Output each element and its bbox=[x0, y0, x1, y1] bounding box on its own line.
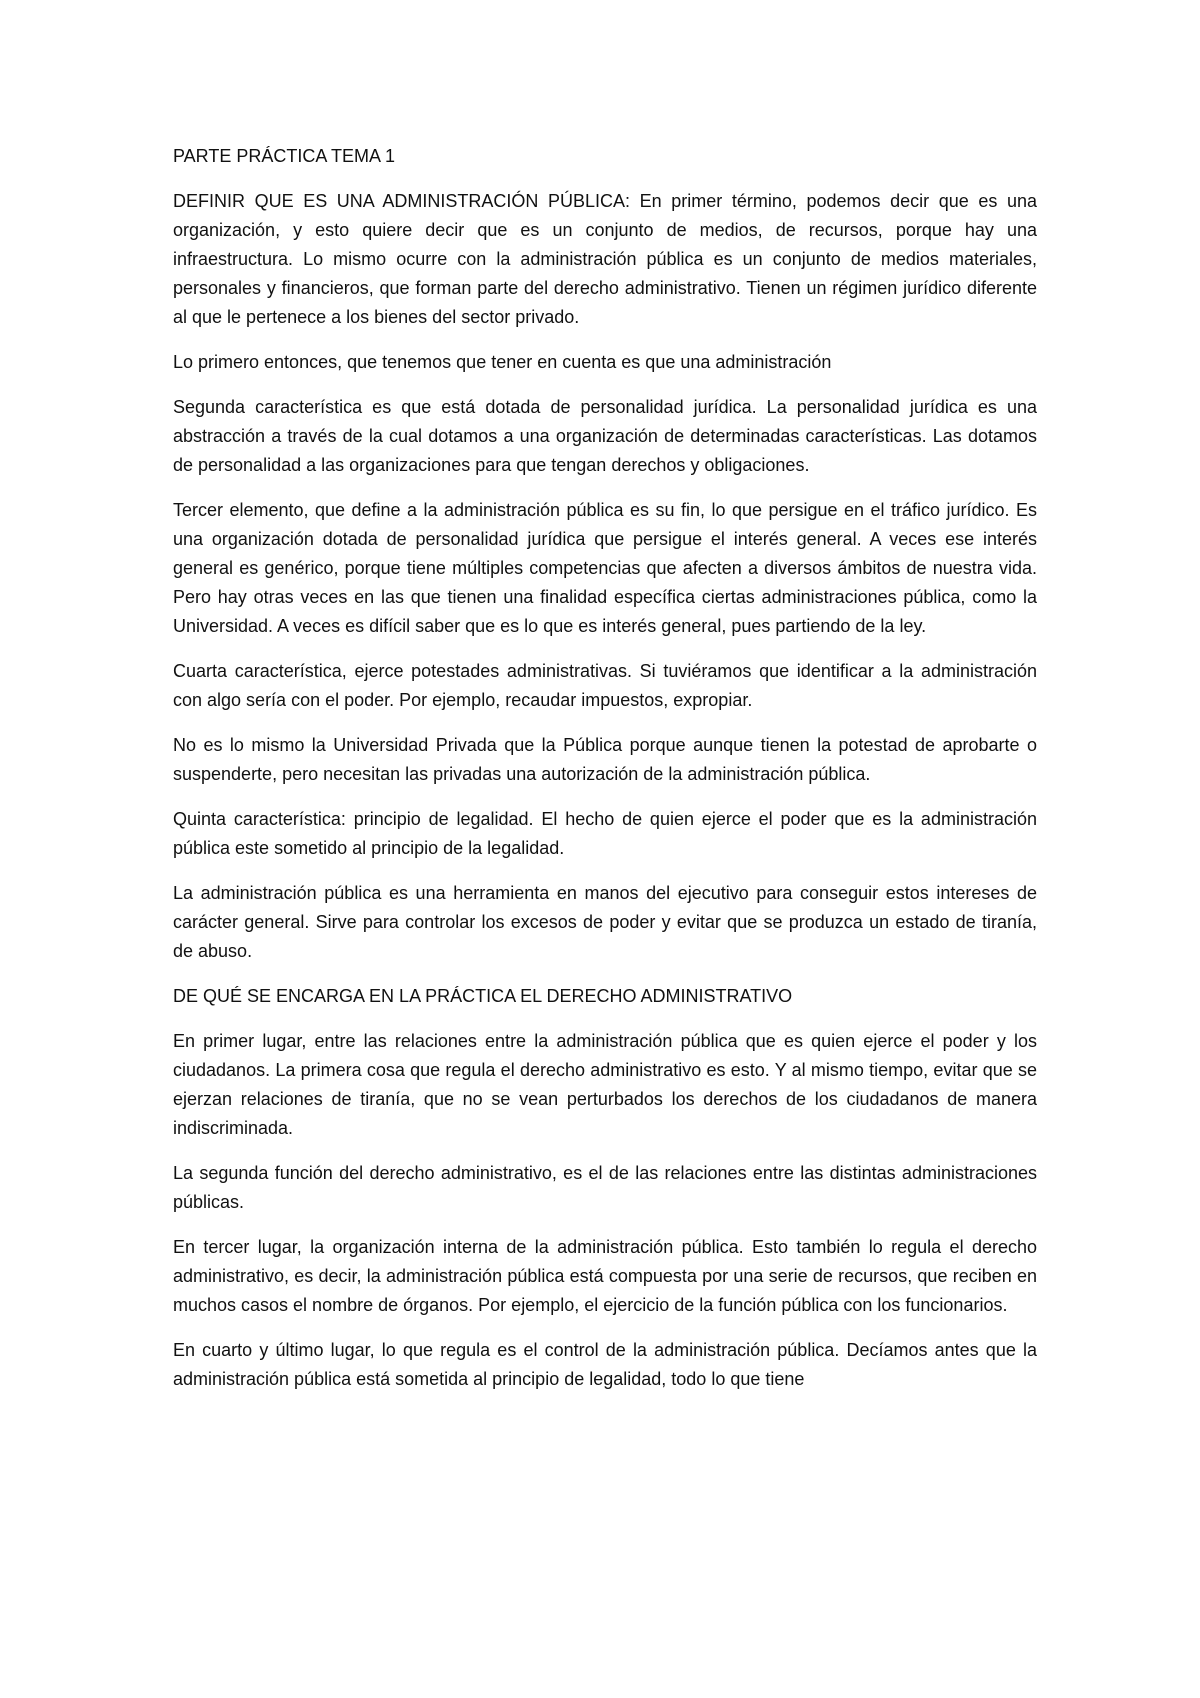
paragraph-university-example: No es lo mismo la Universidad Privada que la Pública porque aunque tienen la potestad de aprobarte o suspenderte, pero necesitan las privadas una autorización de la administración pública. bbox=[173, 735, 1037, 784]
paragraph-second-characteristic: Segunda característica es que está dotada de personalidad jurídica. La personalidad jurídica es una abstracción a través de la cual dotamos a una organización de determinadas características. Las dotamos de personalidad a las organizaciones para que tengan derechos y obligaciones. bbox=[173, 397, 1037, 475]
document-body bbox=[173, 142, 1037, 1410]
paragraph-tool-of-executive: La administración pública es una herramienta en manos del ejecutivo para conseguir estos intereses de carácter general. Sirve para controlar los excesos de poder y evitar que se produzca un estado de tiranía, de abuso. bbox=[173, 883, 1037, 961]
paragraph-third-element: Tercer elemento, que define a la administración pública es su fin, lo que persigue en el tráfico jurídico. Es una organización dotada de personalidad jurídica que persigue el interés general. A veces ese interés general es genérico, porque tiene múltiples competencias que afecten a diversos ámbitos de nuestra vida. Pero hay otras veces en las que tienen una finalidad específica ciertas administraciones pública, como la Universidad. A veces es difícil saber que es lo que es interés general, pues partiendo de la ley. bbox=[173, 500, 1037, 636]
paragraph-fifth-characteristic: Quinta característica: principio de legalidad. El hecho de quien ejerce el poder que es la administración pública este sometido al principio de la legalidad. bbox=[173, 809, 1037, 858]
paragraph-first-point: Lo primero entonces, que tenemos que tener en cuenta es que una administración bbox=[173, 352, 832, 372]
paragraph-fourth-characteristic: Cuarta característica, ejerce potestades administrativas. Si tuviéramos que identificar a la administración con algo sería con el poder. Por ejemplo, recaudar impuestos, expropiar. bbox=[173, 661, 1037, 710]
paragraph-first-function: En primer lugar, entre las relaciones entre la administración pública que es quien ejerce el poder y los ciudadanos. La primera cosa que regula el derecho administrativo es esto. Y al mismo tiempo, evitar que se ejerzan relaciones de tiranía, que no se vean perturbados los derechos de los ciudadanos de manera indiscriminada. bbox=[173, 1031, 1037, 1138]
document-title: PARTE PRÁCTICA TEMA 1 bbox=[173, 146, 396, 166]
section-heading-derecho-administrativo: DE QUÉ SE ENCARGA EN LA PRÁCTICA EL DERECHO ADMINISTRATIVO bbox=[173, 986, 793, 1006]
paragraph-definition: DEFINIR QUE ES UNA ADMINISTRACIÓN PÚBLICA: En primer término, podemos decir que es una organización, y esto quiere decir que es un conjunto de medios, de recursos, porque hay una infraestructura. Lo mismo ocurre con la administración pública es un conjunto de medios materiales, personales y financieros, que forman parte del derecho administrativo. Tienen un régimen jurídico diferente al que le pertenece a los bienes del sector privado. bbox=[173, 191, 1037, 327]
paragraph-third-function: En tercer lugar, la organización interna de la administración pública. Esto también lo regula el derecho administrativo, es decir, la administración pública está compuesta por una serie de recursos, que reciben en muchos casos el nombre de órganos. Por ejemplo, el ejercicio de la función pública con los funcionarios. bbox=[173, 1237, 1037, 1315]
paragraph-fourth-function: En cuarto y último lugar, lo que regula es el control de la administración pública. Decíamos antes que la administración pública está sometida al principio de legalidad, todo lo que tiene bbox=[173, 1340, 1037, 1389]
paragraph-second-function: La segunda función del derecho administrativo, es el de las relaciones entre las distintas administraciones públicas. bbox=[173, 1163, 1037, 1212]
